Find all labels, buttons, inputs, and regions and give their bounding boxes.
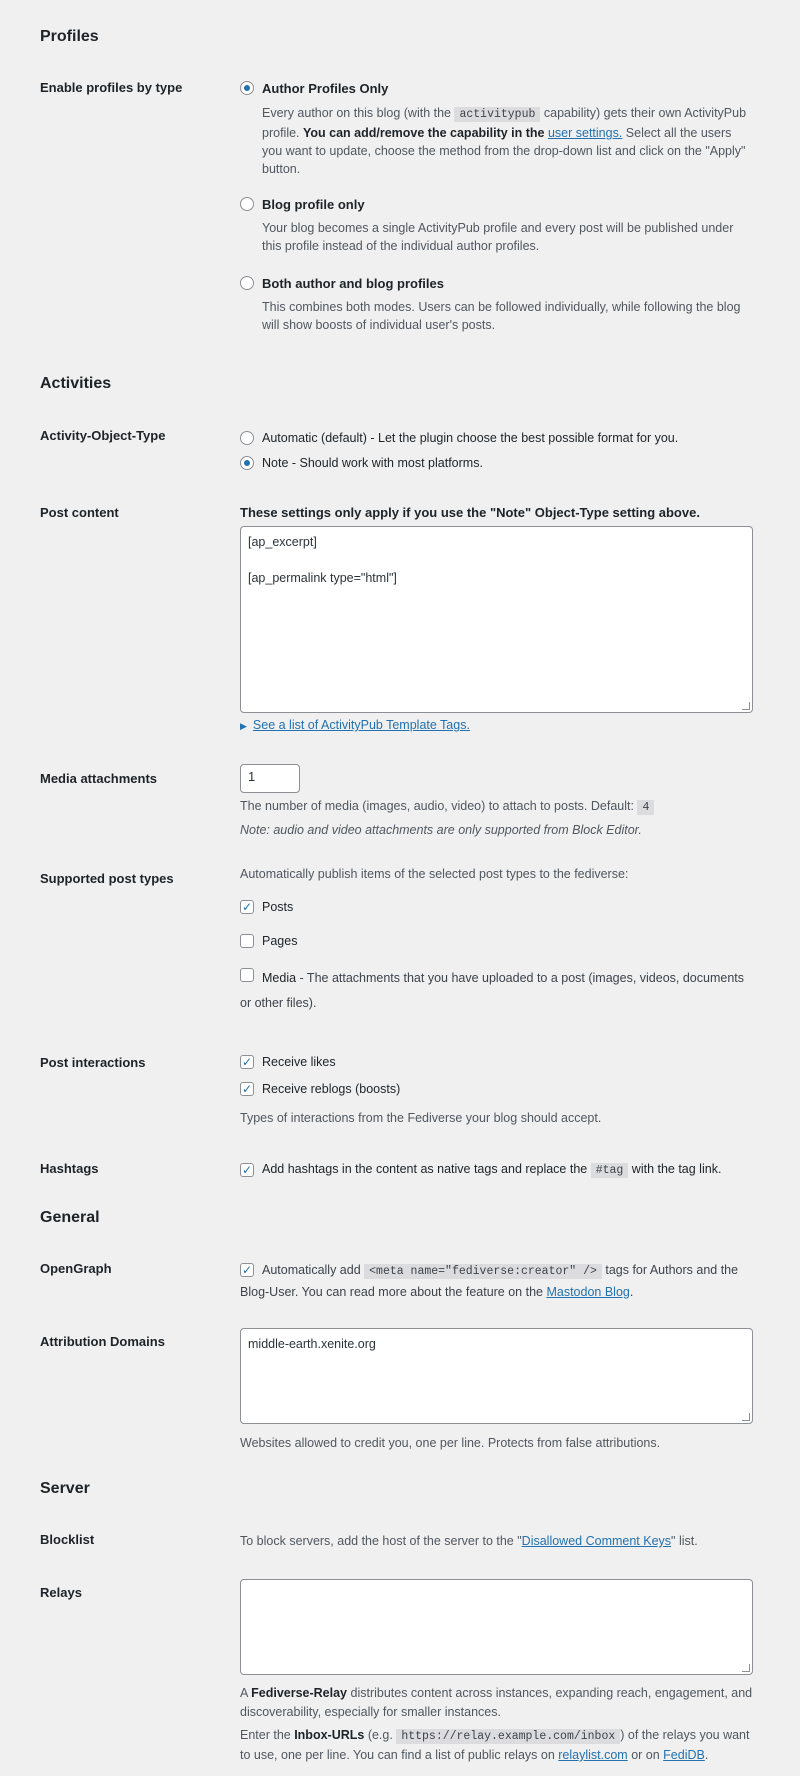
- relays-description-2: Enter the Inbox-URLs (e.g. https://relay.example.com/inbox ) of the relays you want to use, one per line. You can find a list of public relays on relaylist.com or on FediDB.: [240, 1728, 750, 1762]
- supported-post-types-label: Supported post types: [40, 871, 174, 886]
- checkbox-label-media[interactable]: Media - The attachments that you have uploaded to a post (images, videos, documents or other files).: [240, 971, 744, 1010]
- user-settings-link[interactable]: user settings.: [547, 126, 623, 140]
- triangle-right-icon: ▶: [240, 721, 247, 731]
- section-heading-profiles: Profiles: [40, 28, 99, 45]
- relaylist-link[interactable]: relaylist.com: [558, 1748, 628, 1762]
- attribution-domains-description: Websites allowed to credit you, one per line. Protects from false attributions.: [240, 1436, 661, 1450]
- relays-label: Relays: [40, 1585, 82, 1600]
- attribution-domains-label: Attribution Domains: [40, 1334, 165, 1349]
- radio-object-type-automatic[interactable]: [240, 431, 254, 445]
- relay-example-code: https://relay.example.com/inbox: [396, 1729, 620, 1744]
- template-tags-link[interactable]: See a list of ActivityPub Template Tags.: [252, 718, 470, 732]
- radio-blog-profile[interactable]: [240, 197, 254, 211]
- checkbox-label-receive-reblogs[interactable]: Receive reblogs (boosts): [262, 1082, 401, 1096]
- checkbox-opengraph[interactable]: ✓: [241, 1263, 253, 1277]
- object-type-automatic-label[interactable]: Automatic (default) - Let the plugin choose the best possible format for you.: [262, 431, 679, 445]
- blog-profile-description: Your blog becomes a single ActivityPub profile and every post will be published under this profile instead of the individual author profiles.: [262, 221, 734, 253]
- media-attachments-input[interactable]: 1: [240, 764, 300, 793]
- opengraph-meta-code: <meta name="fediverse:creator" />: [364, 1264, 602, 1279]
- author-profiles-description: Every author on this blog (with the activitypub capability) gets their own ActivityPub profile. You can add/remove the capability in the user settings. Select all the users you want to update, choose the method from the drop-down list and click on the "Apply" button.: [262, 106, 747, 176]
- relays-description-1: A Fediverse-Relay distributes content across instances, expanding reach, engagement, and discoverability, especially for smaller instances.: [240, 1686, 753, 1719]
- checkbox-label-posts[interactable]: Posts: [262, 900, 294, 914]
- post-content-textarea[interactable]: [ap_excerpt] [ap_permalink type="html"]: [240, 526, 753, 713]
- enable-profiles-label: Enable profiles by type: [40, 80, 183, 95]
- object-type-note-label[interactable]: Note - Should work with most platforms.: [262, 456, 483, 470]
- hashtag-code: #tag: [591, 1163, 629, 1178]
- relays-textarea[interactable]: [240, 1579, 753, 1675]
- radio-label-author-profiles[interactable]: Author Profiles Only: [262, 81, 389, 96]
- resize-grip-icon[interactable]: [742, 1413, 750, 1421]
- radio-both-profiles[interactable]: [240, 276, 254, 290]
- blocklist-label: Blocklist: [40, 1532, 95, 1547]
- media-default-code: 4: [637, 800, 654, 815]
- attribution-domains-textarea[interactable]: middle-earth.xenite.org: [240, 1328, 753, 1424]
- blocklist-description: To block servers, add the host of the server to the "Disallowed Comment Keys" list.: [240, 1534, 698, 1548]
- template-tags-disclosure[interactable]: [240, 718, 470, 732]
- post-content-label: Post content: [40, 505, 119, 520]
- mastodon-blog-link[interactable]: Mastodon Blog: [546, 1285, 630, 1299]
- checkbox-pages[interactable]: [240, 934, 254, 948]
- checkbox-receive-reblogs[interactable]: ✓: [241, 1082, 253, 1096]
- section-heading-server: Server: [40, 1480, 90, 1497]
- radio-label-both-profiles[interactable]: Both author and blog profiles: [262, 276, 444, 291]
- media-attachments-label: Media attachments: [40, 771, 158, 786]
- disallowed-comment-keys-link[interactable]: Disallowed Comment Keys: [521, 1534, 672, 1548]
- checkbox-hashtags[interactable]: ✓: [241, 1163, 253, 1177]
- section-heading-general: General: [40, 1209, 100, 1226]
- post-content-note: These settings only apply if you use the "Note" Object-Type setting above.: [240, 505, 700, 520]
- capability-code: activitypub: [454, 107, 540, 122]
- radio-object-type-note[interactable]: [240, 456, 254, 470]
- checkbox-label-opengraph[interactable]: Automatically add <meta name="fediverse:creator" /> tags for Authors and the Blog-User. You can read more about the feature on the Mastodon Blog.: [240, 1263, 739, 1299]
- checkbox-label-hashtags[interactable]: Add hashtags in the content as native tags and replace the #tag with the tag link.: [262, 1162, 722, 1177]
- fedidb-link[interactable]: FediDB: [663, 1748, 705, 1762]
- checkbox-label-pages[interactable]: Pages: [262, 934, 298, 948]
- media-attachments-note: Note: audio and video attachments are only supported from Block Editor.: [240, 823, 642, 837]
- post-interactions-description: Types of interactions from the Fediverse your blog should accept.: [240, 1111, 602, 1125]
- section-heading-activities: Activities: [40, 375, 112, 392]
- checkbox-label-receive-likes[interactable]: Receive likes: [262, 1055, 336, 1069]
- both-profiles-description: This combines both modes. Users can be followed individually, while following the blog will show boosts of individual user's posts.: [262, 300, 741, 332]
- resize-grip-icon[interactable]: [742, 1664, 750, 1672]
- hashtags-label: Hashtags: [40, 1161, 99, 1176]
- radio-author-profiles[interactable]: [240, 81, 254, 95]
- supported-post-types-description: Automatically publish items of the selected post types to the fediverse:: [240, 867, 629, 881]
- checkbox-posts[interactable]: ✓: [241, 900, 253, 914]
- opengraph-label: OpenGraph: [40, 1261, 112, 1276]
- activity-object-type-label: Activity-Object-Type: [40, 428, 166, 443]
- post-interactions-label: Post interactions: [40, 1055, 146, 1070]
- radio-label-blog-profile[interactable]: Blog profile only: [262, 197, 365, 212]
- checkbox-receive-likes[interactable]: ✓: [241, 1055, 253, 1069]
- media-attachments-description: The number of media (images, audio, video) to attach to posts. Default: 4: [240, 797, 760, 817]
- resize-grip-icon[interactable]: [742, 702, 750, 710]
